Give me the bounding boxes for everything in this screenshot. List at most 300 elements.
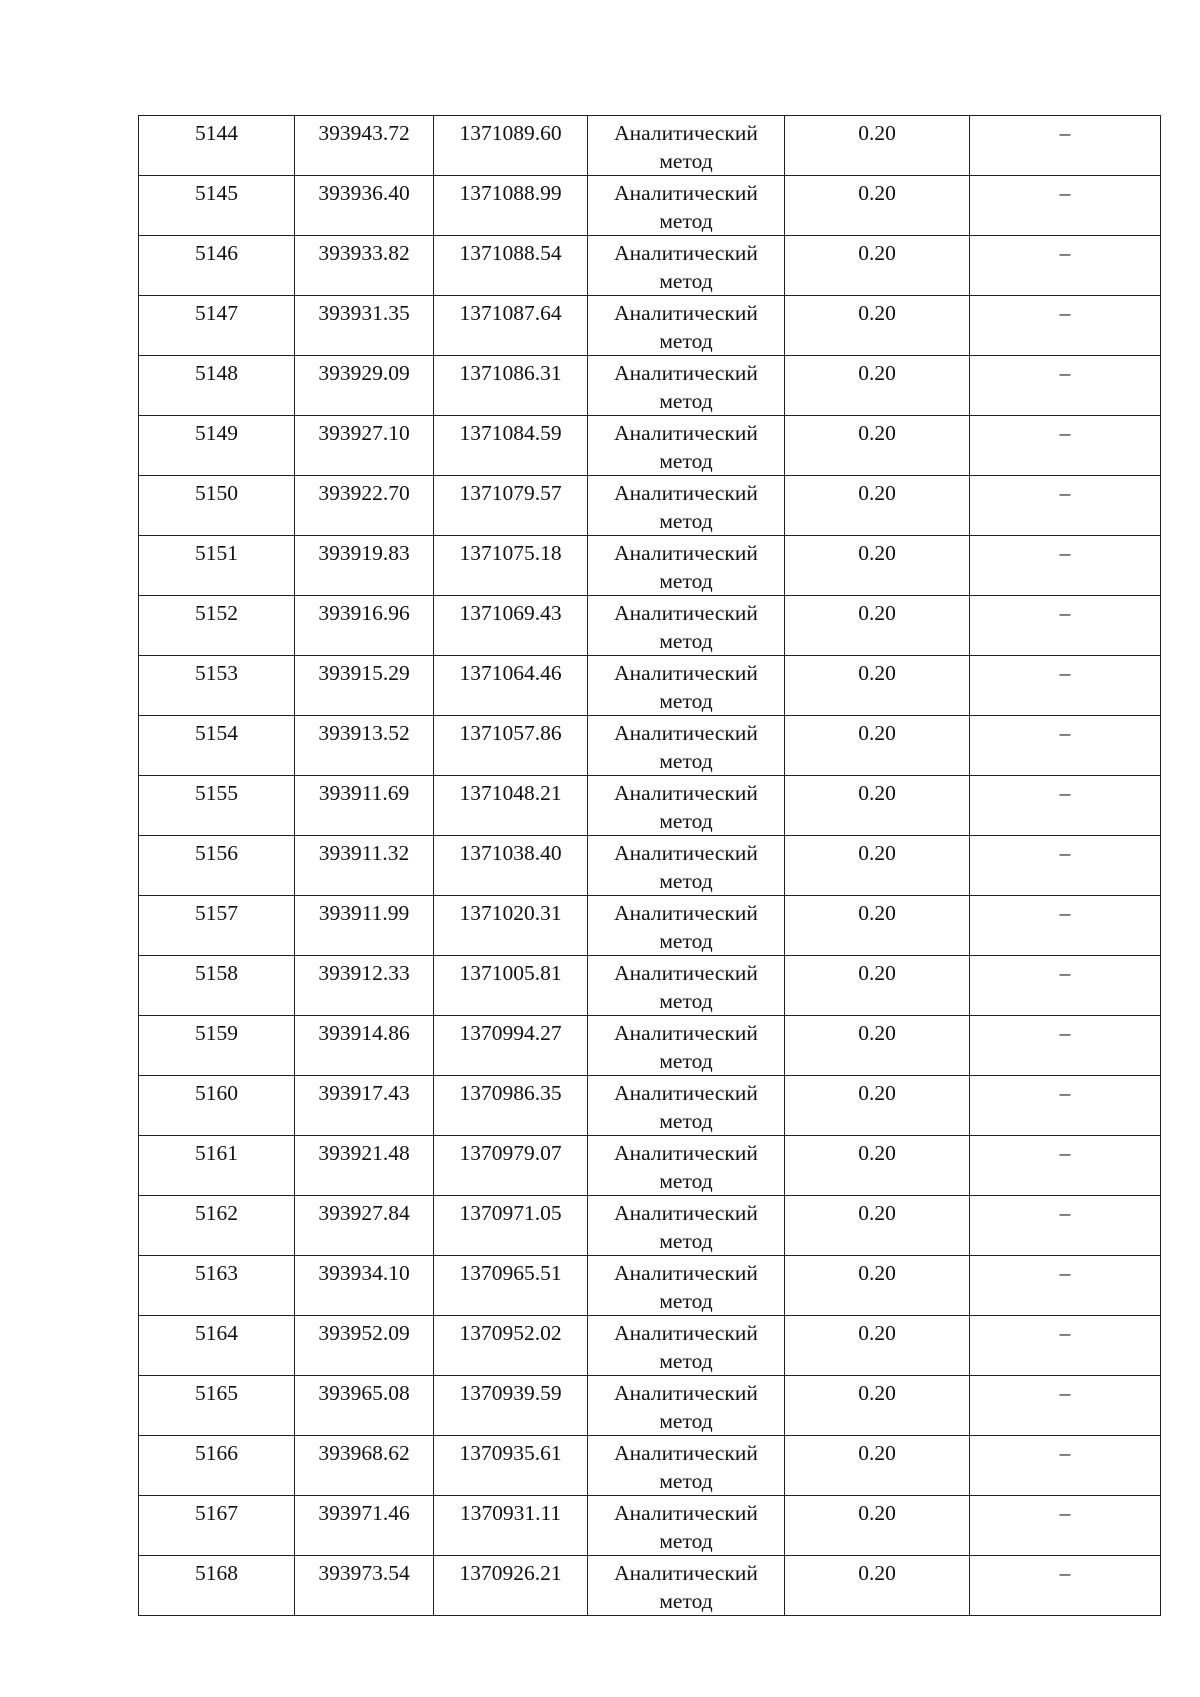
point-number-cell-text: 5157 (195, 901, 238, 925)
y-coordinate-cell-text: 1371089.60 (459, 121, 562, 145)
x-coordinate-cell (295, 176, 434, 236)
x-coordinate-cell-text: 393927.10 (318, 421, 410, 445)
note-cell (970, 1256, 1161, 1316)
y-coordinate-cell (434, 776, 588, 836)
note-cell-text: – (1059, 841, 1071, 865)
table-row (139, 956, 1161, 1016)
y-coordinate-cell-text: 1370994.27 (459, 1021, 562, 1045)
accuracy-cell-text: 0.20 (858, 241, 896, 265)
point-number-cell (139, 536, 295, 596)
y-coordinate-cell (434, 476, 588, 536)
note-cell-text: – (1059, 1021, 1071, 1045)
accuracy-cell-text: 0.20 (858, 301, 896, 325)
point-number-cell-text: 5163 (195, 1261, 238, 1285)
method-cell-text: Аналитический метод (614, 1441, 758, 1493)
accuracy-cell-text: 0.20 (858, 121, 896, 145)
y-coordinate-cell-text: 1371088.54 (459, 241, 562, 265)
method-cell (588, 1136, 785, 1196)
note-cell (970, 296, 1161, 356)
accuracy-cell (785, 416, 970, 476)
accuracy-cell-text: 0.20 (858, 1501, 896, 1525)
point-number-cell (139, 1496, 295, 1556)
point-number-cell-text: 5146 (195, 241, 238, 265)
y-coordinate-cell (434, 1376, 588, 1436)
y-coordinate-cell-text: 1370939.59 (459, 1381, 562, 1405)
note-cell-text: – (1059, 241, 1071, 265)
accuracy-cell-text: 0.20 (858, 661, 896, 685)
y-coordinate-cell-text: 1371086.31 (459, 361, 562, 385)
y-coordinate-cell-text: 1370979.07 (459, 1141, 562, 1165)
y-coordinate-cell-text: 1371075.18 (459, 541, 562, 565)
y-coordinate-cell (434, 1076, 588, 1136)
note-cell (970, 656, 1161, 716)
point-number-cell-text: 5161 (195, 1141, 238, 1165)
note-cell-text: – (1059, 1261, 1071, 1285)
method-cell-text: Аналитический метод (614, 781, 758, 833)
point-number-cell (139, 116, 295, 176)
point-number-cell-text: 5154 (195, 721, 238, 745)
table-row (139, 116, 1161, 176)
accuracy-cell (785, 1256, 970, 1316)
note-cell (970, 1016, 1161, 1076)
method-cell-text: Аналитический метод (614, 1561, 758, 1613)
table-row (139, 476, 1161, 536)
note-cell-text: – (1059, 661, 1071, 685)
note-cell-text: – (1059, 481, 1071, 505)
x-coordinate-cell-text: 393943.72 (318, 121, 410, 145)
table-row (139, 1256, 1161, 1316)
method-cell (588, 956, 785, 1016)
accuracy-cell-text: 0.20 (858, 1021, 896, 1045)
note-cell-text: – (1059, 121, 1071, 145)
y-coordinate-cell-text: 1370935.61 (459, 1441, 562, 1465)
accuracy-cell-text: 0.20 (858, 841, 896, 865)
y-coordinate-cell (434, 896, 588, 956)
point-number-cell (139, 1316, 295, 1376)
y-coordinate-cell (434, 1496, 588, 1556)
accuracy-cell (785, 236, 970, 296)
note-cell-text: – (1059, 601, 1071, 625)
accuracy-cell (785, 1316, 970, 1376)
y-coordinate-cell-text: 1371079.57 (459, 481, 562, 505)
y-coordinate-cell-text: 1371057.86 (459, 721, 562, 745)
table-row (139, 1016, 1161, 1076)
point-number-cell-text: 5156 (195, 841, 238, 865)
method-cell-text: Аналитический метод (614, 301, 758, 353)
y-coordinate-cell (434, 176, 588, 236)
y-coordinate-cell (434, 836, 588, 896)
y-coordinate-cell-text: 1371020.31 (459, 901, 562, 925)
table-row (139, 596, 1161, 656)
accuracy-cell-text: 0.20 (858, 481, 896, 505)
accuracy-cell (785, 1076, 970, 1136)
note-cell-text: – (1059, 1321, 1071, 1345)
table-row (139, 296, 1161, 356)
method-cell (588, 716, 785, 776)
method-cell-text: Аналитический метод (614, 601, 758, 653)
x-coordinate-cell-text: 393911.69 (318, 781, 410, 805)
method-cell (588, 896, 785, 956)
note-cell (970, 1196, 1161, 1256)
note-cell-text: – (1059, 961, 1071, 985)
x-coordinate-cell-text: 393921.48 (318, 1141, 410, 1165)
y-coordinate-cell (434, 1136, 588, 1196)
accuracy-cell-text: 0.20 (858, 181, 896, 205)
x-coordinate-cell (295, 536, 434, 596)
accuracy-cell-text: 0.20 (858, 901, 896, 925)
method-cell-text: Аналитический метод (614, 421, 758, 473)
point-number-cell (139, 1196, 295, 1256)
accuracy-cell (785, 1436, 970, 1496)
method-cell-text: Аналитический метод (614, 1501, 758, 1553)
method-cell-text: Аналитический метод (614, 1261, 758, 1313)
accuracy-cell (785, 1496, 970, 1556)
accuracy-cell-text: 0.20 (858, 721, 896, 745)
point-number-cell (139, 176, 295, 236)
accuracy-cell (785, 1196, 970, 1256)
point-number-cell (139, 416, 295, 476)
note-cell (970, 716, 1161, 776)
y-coordinate-cell (434, 1016, 588, 1076)
method-cell (588, 236, 785, 296)
accuracy-cell (785, 776, 970, 836)
method-cell (588, 1436, 785, 1496)
y-coordinate-cell (434, 716, 588, 776)
x-coordinate-cell (295, 116, 434, 176)
y-coordinate-cell-text: 1371005.81 (459, 961, 562, 985)
note-cell-text: – (1059, 781, 1071, 805)
point-number-cell-text: 5150 (195, 481, 238, 505)
table-row (139, 1196, 1161, 1256)
y-coordinate-cell-text: 1371087.64 (459, 301, 562, 325)
point-number-cell-text: 5152 (195, 601, 238, 625)
x-coordinate-cell-text: 393911.32 (318, 841, 410, 865)
accuracy-cell-text: 0.20 (858, 601, 896, 625)
x-coordinate-cell (295, 296, 434, 356)
point-number-cell (139, 896, 295, 956)
point-number-cell-text: 5159 (195, 1021, 238, 1045)
method-cell (588, 1316, 785, 1376)
accuracy-cell-text: 0.20 (858, 961, 896, 985)
point-number-cell-text: 5164 (195, 1321, 238, 1345)
note-cell-text: – (1059, 541, 1071, 565)
method-cell-text: Аналитический метод (614, 721, 758, 773)
table-row (139, 356, 1161, 416)
note-cell-text: – (1059, 301, 1071, 325)
x-coordinate-cell-text: 393933.82 (318, 241, 410, 265)
point-number-cell (139, 1076, 295, 1136)
point-number-cell-text: 5168 (195, 1561, 238, 1585)
table-row (139, 1316, 1161, 1376)
method-cell-text: Аналитический метод (614, 1141, 758, 1193)
x-coordinate-cell (295, 1556, 434, 1616)
accuracy-cell (785, 1376, 970, 1436)
note-cell (970, 596, 1161, 656)
x-coordinate-cell-text: 393936.40 (318, 181, 410, 205)
point-number-cell (139, 1136, 295, 1196)
table-row (139, 1136, 1161, 1196)
method-cell-text: Аналитический метод (614, 241, 758, 293)
y-coordinate-cell-text: 1371064.46 (459, 661, 562, 685)
x-coordinate-cell (295, 356, 434, 416)
note-cell-text: – (1059, 1141, 1071, 1165)
note-cell (970, 356, 1161, 416)
accuracy-cell-text: 0.20 (858, 421, 896, 445)
x-coordinate-cell-text: 393931.35 (318, 301, 410, 325)
y-coordinate-cell-text: 1370986.35 (459, 1081, 562, 1105)
y-coordinate-cell-text: 1370931.11 (459, 1501, 562, 1525)
accuracy-cell (785, 716, 970, 776)
method-cell (588, 1256, 785, 1316)
note-cell (970, 176, 1161, 236)
method-cell-text: Аналитический метод (614, 181, 758, 233)
method-cell (588, 1556, 785, 1616)
point-number-cell-text: 5144 (195, 121, 238, 145)
note-cell (970, 1376, 1161, 1436)
accuracy-cell-text: 0.20 (858, 1261, 896, 1285)
accuracy-cell (785, 1556, 970, 1616)
method-cell (588, 176, 785, 236)
x-coordinate-cell-text: 393919.83 (318, 541, 410, 565)
note-cell-text: – (1059, 421, 1071, 445)
note-cell (970, 536, 1161, 596)
note-cell-text: – (1059, 181, 1071, 205)
point-number-cell-text: 5167 (195, 1501, 238, 1525)
note-cell (970, 776, 1161, 836)
x-coordinate-cell (295, 1016, 434, 1076)
method-cell (588, 656, 785, 716)
accuracy-cell (785, 356, 970, 416)
point-number-cell (139, 356, 295, 416)
accuracy-cell-text: 0.20 (858, 541, 896, 565)
x-coordinate-cell (295, 1376, 434, 1436)
y-coordinate-cell-text: 1370926.21 (459, 1561, 562, 1585)
point-number-cell-text: 5149 (195, 421, 238, 445)
x-coordinate-cell (295, 1316, 434, 1376)
accuracy-cell (785, 116, 970, 176)
method-cell (588, 1196, 785, 1256)
x-coordinate-cell-text: 393915.29 (318, 661, 410, 685)
method-cell-text: Аналитический метод (614, 481, 758, 533)
method-cell-text: Аналитический метод (614, 541, 758, 593)
point-number-cell (139, 236, 295, 296)
table-row (139, 1376, 1161, 1436)
x-coordinate-cell-text: 393973.54 (318, 1561, 410, 1585)
point-number-cell-text: 5155 (195, 781, 238, 805)
x-coordinate-cell (295, 716, 434, 776)
note-cell-text: – (1059, 1381, 1071, 1405)
note-cell (970, 1436, 1161, 1496)
y-coordinate-cell (434, 356, 588, 416)
y-coordinate-cell-text: 1371038.40 (459, 841, 562, 865)
note-cell (970, 1496, 1161, 1556)
y-coordinate-cell (434, 1436, 588, 1496)
x-coordinate-cell (295, 896, 434, 956)
point-number-cell (139, 836, 295, 896)
x-coordinate-cell-text: 393971.46 (318, 1501, 410, 1525)
y-coordinate-cell-text: 1370965.51 (459, 1261, 562, 1285)
x-coordinate-cell (295, 1496, 434, 1556)
x-coordinate-cell (295, 1136, 434, 1196)
point-number-cell-text: 5166 (195, 1441, 238, 1465)
note-cell-text: – (1059, 1081, 1071, 1105)
accuracy-cell-text: 0.20 (858, 361, 896, 385)
y-coordinate-cell (434, 236, 588, 296)
x-coordinate-cell-text: 393911.99 (318, 901, 410, 925)
y-coordinate-cell-text: 1370971.05 (459, 1201, 562, 1225)
y-coordinate-cell-text: 1370952.02 (459, 1321, 562, 1345)
x-coordinate-cell (295, 476, 434, 536)
accuracy-cell (785, 896, 970, 956)
method-cell (588, 296, 785, 356)
y-coordinate-cell (434, 1196, 588, 1256)
method-cell (588, 1016, 785, 1076)
point-number-cell-text: 5151 (195, 541, 238, 565)
x-coordinate-cell (295, 1436, 434, 1496)
point-number-cell (139, 1376, 295, 1436)
note-cell (970, 896, 1161, 956)
note-cell-text: – (1059, 1441, 1071, 1465)
accuracy-cell-text: 0.20 (858, 781, 896, 805)
method-cell (588, 1376, 785, 1436)
coordinates-table-body (139, 116, 1161, 1616)
note-cell (970, 236, 1161, 296)
x-coordinate-cell-text: 393912.33 (318, 961, 410, 985)
y-coordinate-cell-text: 1371084.59 (459, 421, 562, 445)
x-coordinate-cell-text: 393952.09 (318, 1321, 410, 1345)
method-cell-text: Аналитический метод (614, 361, 758, 413)
method-cell (588, 476, 785, 536)
point-number-cell (139, 716, 295, 776)
point-number-cell-text: 5160 (195, 1081, 238, 1105)
note-cell (970, 476, 1161, 536)
method-cell (588, 416, 785, 476)
point-number-cell-text: 5162 (195, 1201, 238, 1225)
y-coordinate-cell-text: 1371069.43 (459, 601, 562, 625)
accuracy-cell (785, 476, 970, 536)
point-number-cell-text: 5145 (195, 181, 238, 205)
method-cell (588, 836, 785, 896)
note-cell (970, 1556, 1161, 1616)
accuracy-cell (785, 1136, 970, 1196)
x-coordinate-cell (295, 236, 434, 296)
table-row (139, 836, 1161, 896)
accuracy-cell (785, 836, 970, 896)
y-coordinate-cell (434, 596, 588, 656)
x-coordinate-cell-text: 393934.10 (318, 1261, 410, 1285)
note-cell-text: – (1059, 1501, 1071, 1525)
x-coordinate-cell (295, 956, 434, 1016)
table-row (139, 176, 1161, 236)
method-cell (588, 356, 785, 416)
note-cell (970, 836, 1161, 896)
y-coordinate-cell (434, 296, 588, 356)
point-number-cell (139, 1556, 295, 1616)
table-row (139, 236, 1161, 296)
accuracy-cell-text: 0.20 (858, 1081, 896, 1105)
accuracy-cell (785, 536, 970, 596)
accuracy-cell (785, 656, 970, 716)
point-number-cell (139, 596, 295, 656)
point-number-cell (139, 1436, 295, 1496)
y-coordinate-cell (434, 1256, 588, 1316)
x-coordinate-cell-text: 393968.62 (318, 1441, 410, 1465)
accuracy-cell-text: 0.20 (858, 1321, 896, 1345)
note-cell-text: – (1059, 361, 1071, 385)
point-number-cell-text: 5153 (195, 661, 238, 685)
y-coordinate-cell (434, 116, 588, 176)
y-coordinate-cell (434, 536, 588, 596)
table-row (139, 776, 1161, 836)
table-row (139, 1496, 1161, 1556)
method-cell (588, 1076, 785, 1136)
point-number-cell (139, 956, 295, 1016)
accuracy-cell-text: 0.20 (858, 1381, 896, 1405)
x-coordinate-cell (295, 656, 434, 716)
table-row (139, 1076, 1161, 1136)
x-coordinate-cell-text: 393914.86 (318, 1021, 410, 1045)
note-cell (970, 416, 1161, 476)
x-coordinate-cell (295, 836, 434, 896)
point-number-cell-text: 5158 (195, 961, 238, 985)
point-number-cell-text: 5165 (195, 1381, 238, 1405)
x-coordinate-cell (295, 1196, 434, 1256)
accuracy-cell (785, 596, 970, 656)
x-coordinate-cell (295, 776, 434, 836)
point-number-cell (139, 476, 295, 536)
method-cell-text: Аналитический метод (614, 121, 758, 173)
method-cell-text: Аналитический метод (614, 1201, 758, 1253)
table-row (139, 1436, 1161, 1496)
method-cell-text: Аналитический метод (614, 901, 758, 953)
x-coordinate-cell-text: 393927.84 (318, 1201, 410, 1225)
method-cell-text: Аналитический метод (614, 841, 758, 893)
method-cell-text: Аналитический метод (614, 1081, 758, 1133)
x-coordinate-cell-text: 393916.96 (318, 601, 410, 625)
y-coordinate-cell (434, 416, 588, 476)
accuracy-cell-text: 0.20 (858, 1201, 896, 1225)
x-coordinate-cell (295, 1076, 434, 1136)
x-coordinate-cell-text: 393929.09 (318, 361, 410, 385)
note-cell-text: – (1059, 721, 1071, 745)
table-row (139, 716, 1161, 776)
accuracy-cell-text: 0.20 (858, 1561, 896, 1585)
x-coordinate-cell (295, 416, 434, 476)
point-number-cell-text: 5147 (195, 301, 238, 325)
table-row (139, 1556, 1161, 1616)
accuracy-cell (785, 1016, 970, 1076)
note-cell-text: – (1059, 1561, 1071, 1585)
y-coordinate-cell (434, 1556, 588, 1616)
method-cell-text: Аналитический метод (614, 1321, 758, 1373)
method-cell-text: Аналитический метод (614, 1381, 758, 1433)
x-coordinate-cell-text: 393913.52 (318, 721, 410, 745)
x-coordinate-cell-text: 393917.43 (318, 1081, 410, 1105)
method-cell (588, 596, 785, 656)
y-coordinate-cell-text: 1371048.21 (459, 781, 562, 805)
note-cell (970, 1316, 1161, 1376)
x-coordinate-cell (295, 1256, 434, 1316)
y-coordinate-cell (434, 956, 588, 1016)
point-number-cell (139, 296, 295, 356)
note-cell (970, 1076, 1161, 1136)
note-cell (970, 1136, 1161, 1196)
x-coordinate-cell-text: 393922.70 (318, 481, 410, 505)
accuracy-cell (785, 296, 970, 356)
note-cell-text: – (1059, 901, 1071, 925)
method-cell-text: Аналитический метод (614, 1021, 758, 1073)
x-coordinate-cell (295, 596, 434, 656)
